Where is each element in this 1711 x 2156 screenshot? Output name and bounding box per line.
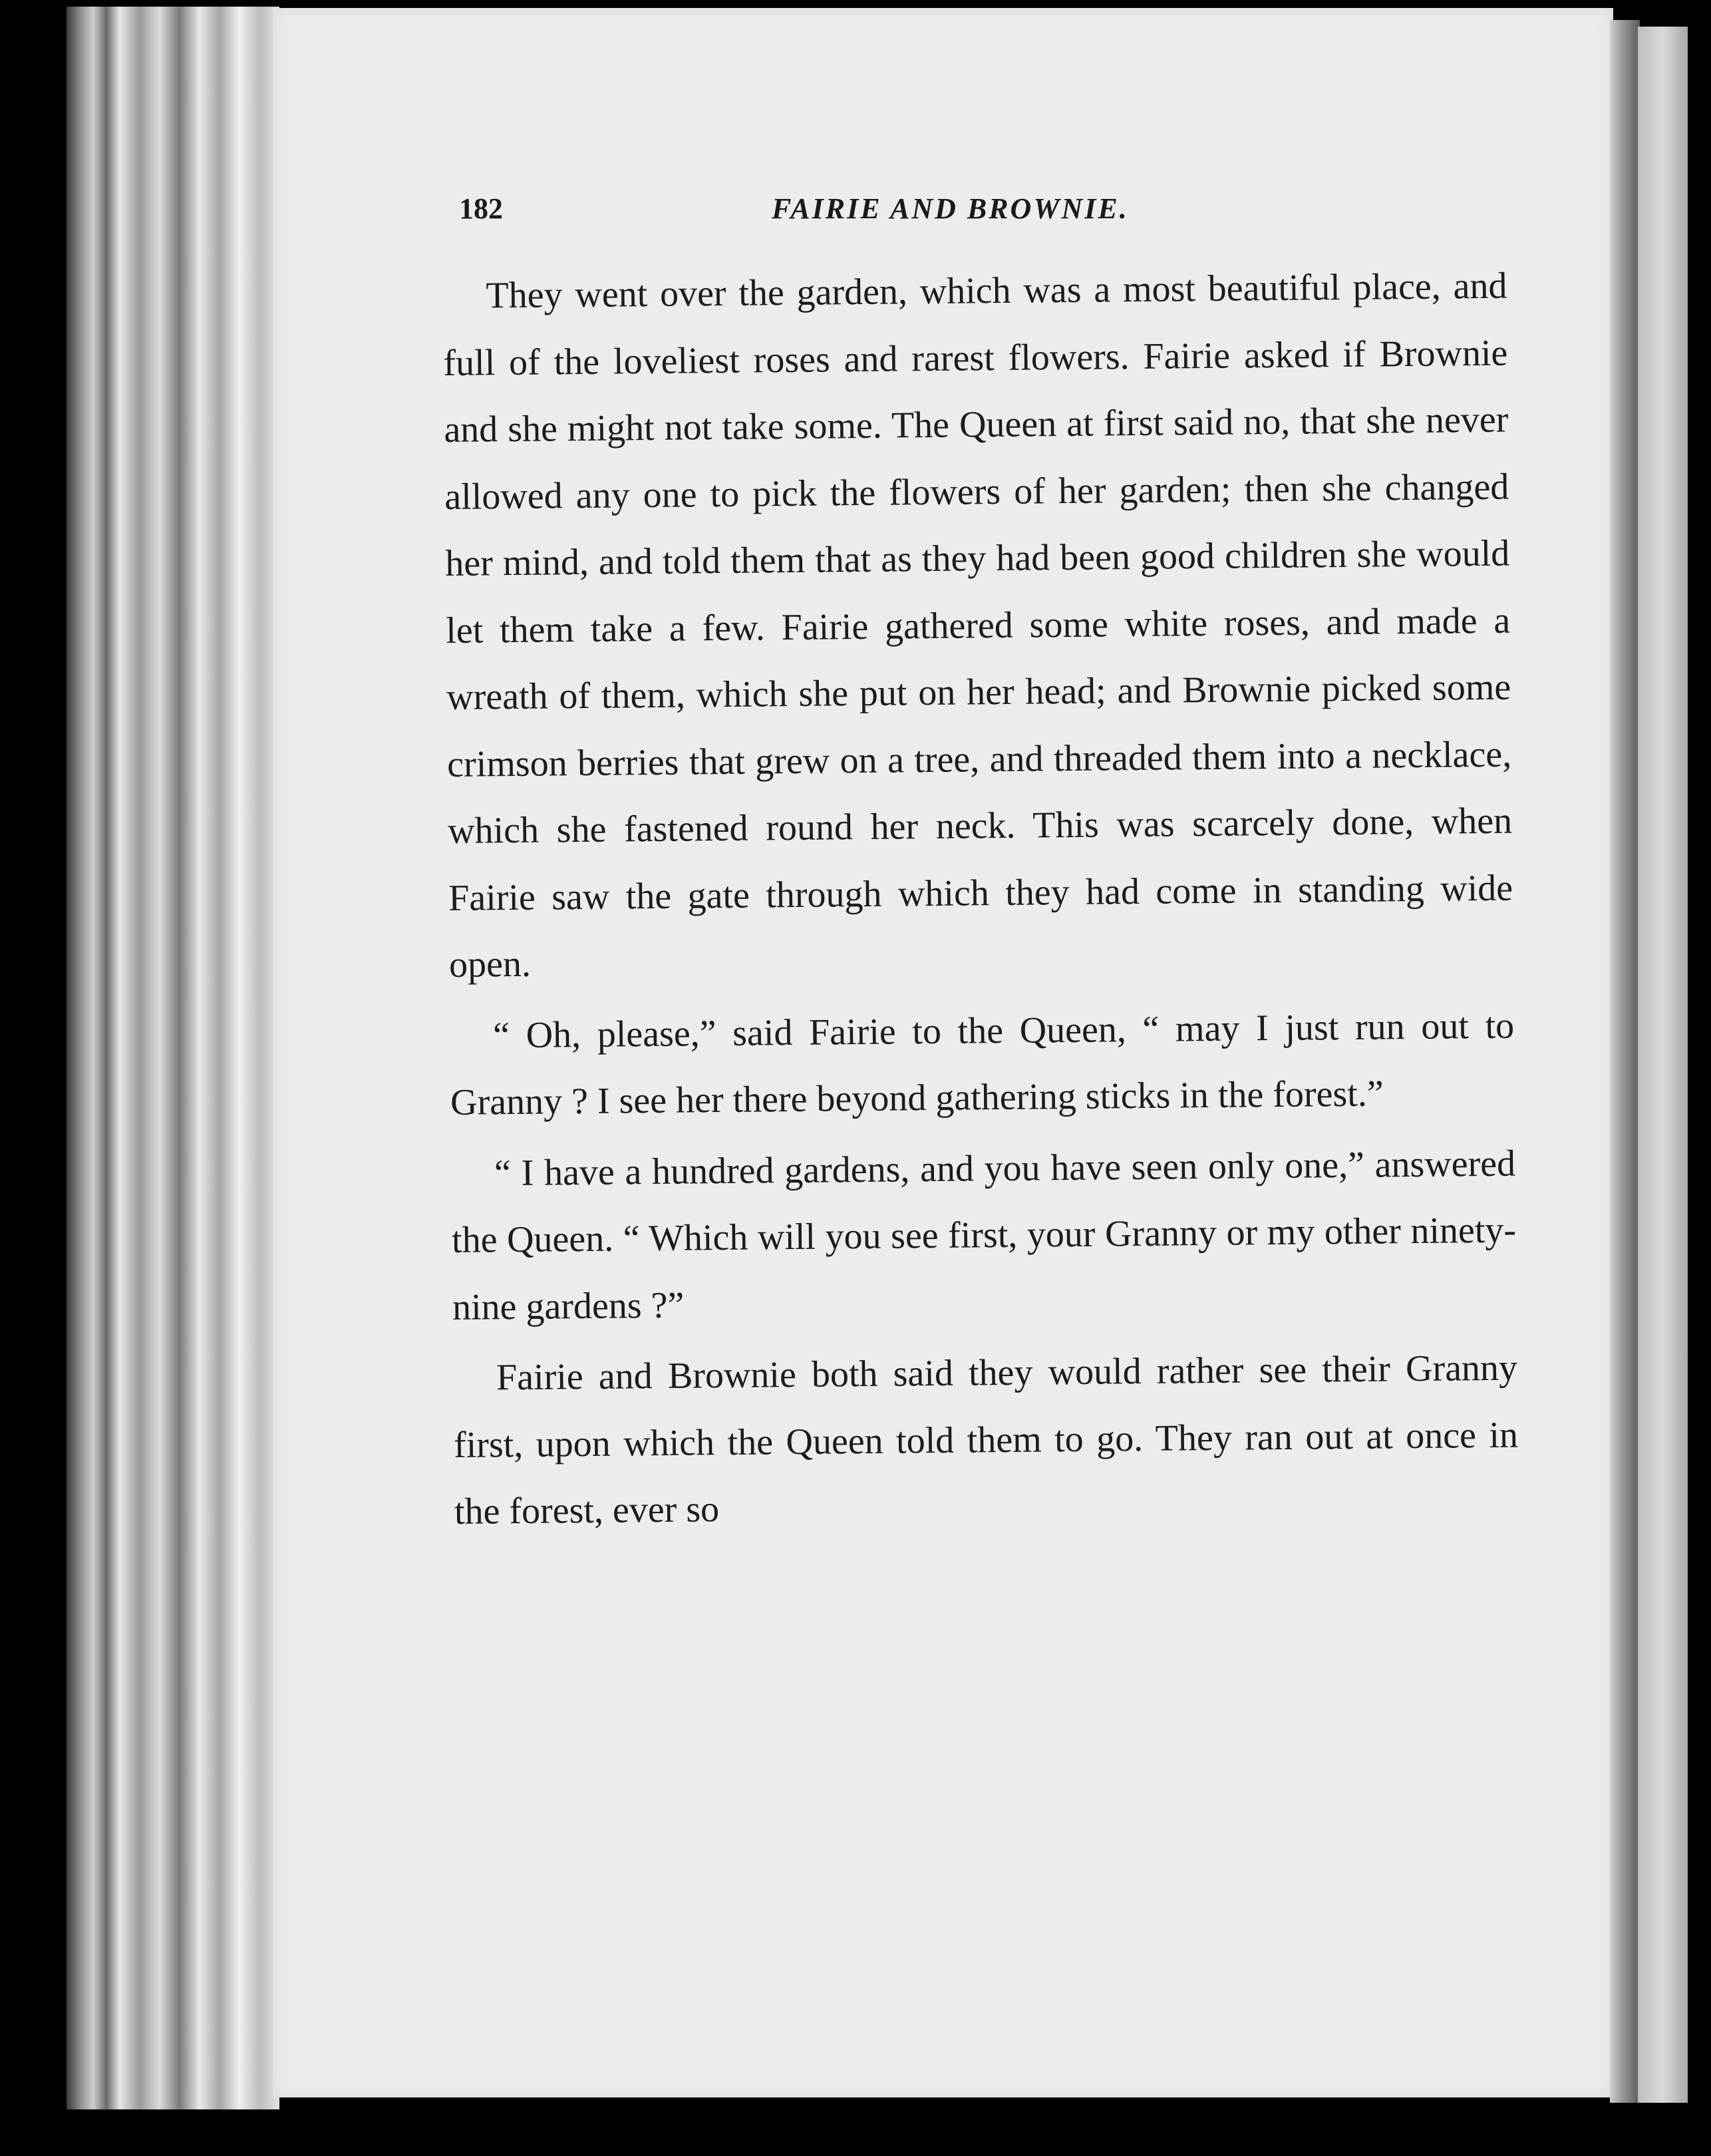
facing-page-edge	[1638, 27, 1688, 2103]
paragraph-1: They went over the garden, which was a most beautiful place, and full of the loveliest roses and rarest flowers. Fairie asked if Brownie and she might not take some. The Queen at first said no, that she never allowed any one to pick the flowers of her garden; then she changed her mind, and told them that as they had been good children she would let them take a few. Fairie gathered some white roses, and made a wreath of them, which she put on her head; and Brownie picked some crimson berries that grew on a tree, and threaded them into a necklace, which she fastened round her neck. This was scarcely done, when Fairie saw the gate through which they had come in standing wide open.	[443, 265, 1513, 986]
running-title: FAIRIE AND BROWNIE.	[772, 192, 1129, 225]
page-number: 182	[459, 192, 503, 225]
paragraph-4: Fairie and Brownie both said they would rather see their Granny first, upon which the Queen told them to go. They ran out at once in the forest, ever so	[453, 1347, 1519, 1532]
running-head	[459, 192, 1217, 232]
paragraph-3: “ I have a hundred gardens, and you have seen only one,” answered the Queen. “ Which will you see first, your Granny or my other ninety-nine gardens ?”	[451, 1143, 1517, 1328]
page-edges	[67, 7, 279, 2109]
paragraph-2: “ Oh, please,” said Fairie to the Queen, “ may I just run out to Granny ? I see her there beyond gathering sticks in the forest.”	[450, 1005, 1515, 1123]
book-gutter	[1610, 20, 1640, 2103]
body-text	[442, 253, 1519, 1546]
